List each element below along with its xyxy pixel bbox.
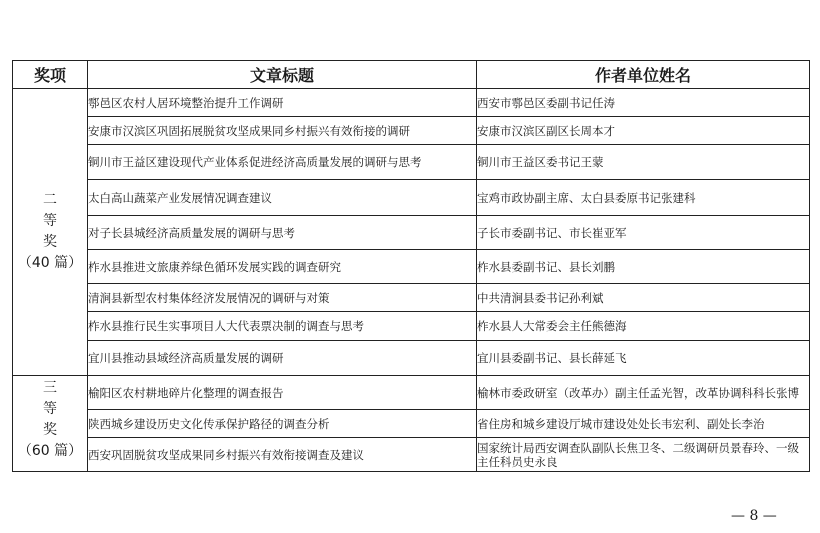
page-number: — 8 — (731, 508, 777, 524)
author-info: 宝鸡市政协副主席、太白县委原书记张建科 (477, 180, 810, 216)
table-row (13, 250, 810, 284)
author-info: 中共清涧县委书记孙利斌 (477, 284, 810, 312)
article-title: 对子长县城经济高质量发展的调研与思考 (88, 216, 477, 250)
author-info: 柞水县委副书记、县长刘鹏 (477, 250, 810, 284)
table-row (13, 312, 810, 341)
table-row (13, 284, 810, 312)
table-row (13, 341, 810, 376)
award-third-prize: 三 等 奖 （60 篇） (13, 376, 88, 472)
header-title: 文章标题 (88, 61, 477, 89)
article-title: 柞水县推行民生实事项目人大代表票决制的调查与思考 (88, 312, 477, 341)
awards-table (12, 60, 810, 472)
article-title: 清涧县新型农村集体经济发展情况的调研与对策 (88, 284, 477, 312)
table-row (13, 180, 810, 216)
header-award: 奖项 (13, 61, 88, 89)
article-title: 柞水县推进文旅康养绿色循环发展实践的调查研究 (88, 250, 477, 284)
table-row (13, 117, 810, 145)
article-title: 榆阳区农村耕地碎片化整理的调查报告 (88, 376, 477, 410)
author-info: 铜川市王益区委书记王蒙 (477, 145, 810, 180)
article-title: 陕西城乡建设历史文化传承保护路径的调查分析 (88, 410, 477, 438)
article-title: 鄠邑区农村人居环境整治提升工作调研 (88, 89, 477, 117)
article-title: 西安巩固脱贫攻坚成果同乡村振兴有效衔接调查及建议 (88, 438, 477, 472)
article-title: 铜川市王益区建设现代产业体系促进经济高质量发展的调研与思考 (88, 145, 477, 180)
author-info: 子长市委副书记、市长崔亚军 (477, 216, 810, 250)
author-info: 省住房和城乡建设厅城市建设处处长韦宏利、副处长李治 (477, 410, 810, 438)
author-info: 西安市鄠邑区委副书记任涛 (477, 89, 810, 117)
table-row (13, 216, 810, 250)
article-title: 宜川县推动县域经济高质量发展的调研 (88, 341, 477, 376)
table-row (13, 89, 810, 117)
author-info: 柞水县人大常委会主任熊德海 (477, 312, 810, 341)
table-row (13, 145, 810, 180)
author-info: 榆林市委政研室（改革办）副主任孟光智，改革协调科科长张博 (477, 376, 810, 410)
table-header-row (13, 61, 810, 89)
author-info: 国家统计局西安调查队副队长焦卫冬、二级调研员景春玲、一级主任科员史永良 (477, 438, 810, 472)
award-second-prize: 二 等 奖 （40 篇） (13, 89, 88, 376)
table-row (13, 376, 810, 410)
article-title: 安康市汉滨区巩固拓展脱贫攻坚成果同乡村振兴有效衔接的调研 (88, 117, 477, 145)
header-author: 作者单位姓名 (477, 61, 810, 89)
article-title: 太白高山蔬菜产业发展情况调查建议 (88, 180, 477, 216)
table-row (13, 438, 810, 472)
author-info: 安康市汉滨区副区长周本才 (477, 117, 810, 145)
author-info: 宜川县委副书记、县长薛延飞 (477, 341, 810, 376)
table-row (13, 410, 810, 438)
